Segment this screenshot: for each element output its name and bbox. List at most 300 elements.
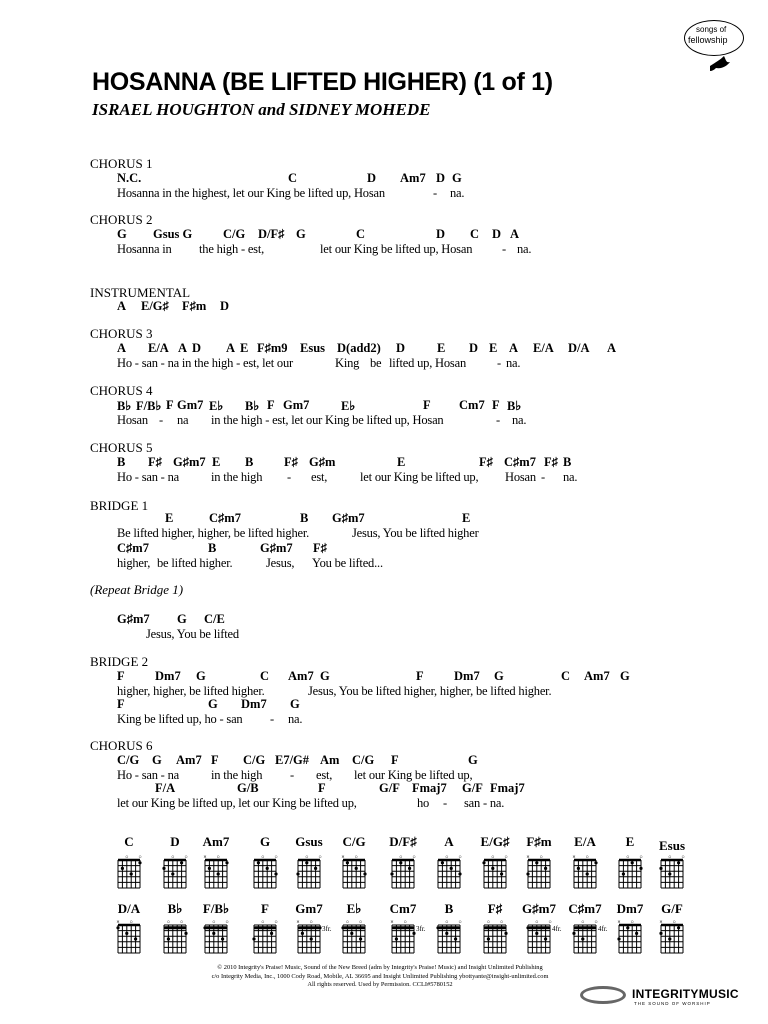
svg-text:○: ○ (184, 854, 188, 861)
svg-text:3fr.: 3fr. (416, 924, 426, 933)
chord-line (0, 341, 768, 356)
chord-chart-label: E/G♯ (480, 834, 510, 849)
lyric-text: Ho - san - na in the high - est, let our (117, 356, 293, 370)
lyric-text: Ho - san - na (117, 768, 179, 782)
dove-icon (708, 52, 734, 72)
chord-symbol: C/G (223, 227, 246, 241)
chord-chart-label: E/A (574, 834, 596, 849)
chord-symbol: E (397, 455, 406, 469)
chord-symbol: B♭ (245, 399, 260, 413)
chord-diagram-F♯m (522, 853, 568, 893)
chord-symbol: E/G♯ (141, 299, 169, 313)
chord-diagram-Gsus (292, 853, 338, 893)
chord-chart-label: A (444, 834, 454, 849)
chord-symbol: G♯m7 (332, 511, 365, 525)
svg-text:○: ○ (458, 919, 462, 926)
svg-text:○: ○ (125, 854, 129, 861)
logo-line-2: fellowship (688, 35, 728, 45)
lyric-text: higher, higher, be lifted higher. (117, 684, 265, 698)
svg-text:○: ○ (309, 919, 313, 926)
chord-chart-label: G/F (661, 901, 683, 916)
chord-chart-label: B♭ (167, 901, 183, 916)
chord-symbol: C/G (352, 753, 375, 767)
chord-symbol: Am7 (288, 669, 314, 683)
chord-symbol: B (245, 455, 254, 469)
chord-symbol: E (240, 341, 249, 355)
chord-chart-label: Gm7 (295, 901, 323, 916)
svg-text:×: × (572, 854, 576, 861)
lyric-text: let our King be lifted up, Hosan (320, 242, 473, 256)
chord-symbol: E (489, 341, 498, 355)
chord-symbol: F (166, 398, 174, 412)
svg-text:×: × (203, 854, 207, 861)
lyric-text: na. (288, 712, 303, 726)
chord-symbol: F (423, 398, 431, 412)
chord-symbol: C/G (117, 753, 140, 767)
chord-chart-label: C/G (342, 834, 366, 849)
lyric-text: in the high (211, 470, 263, 484)
section-label: CHORUS 6 (90, 738, 153, 753)
chord-diagram-G (248, 853, 294, 893)
lyric-text: King be lifted up, ho - san (117, 712, 243, 726)
chord-symbol: F (416, 669, 424, 683)
svg-text:○: ○ (412, 854, 416, 861)
chord-symbol: G (152, 753, 162, 767)
chord-symbol: A (178, 341, 188, 355)
chord-diagram-G/F (655, 918, 701, 958)
chord-symbol: G (320, 669, 330, 683)
lyric-text: Hosanna in (117, 242, 172, 256)
chord-line (0, 227, 768, 242)
chord-diagram-C/G (337, 853, 383, 893)
section-label: (Repeat Bridge 1) (90, 582, 184, 597)
svg-text:○: ○ (672, 919, 676, 926)
chord-chart-label: F (261, 901, 269, 916)
integrity-logo-tagline: THE SOUND OF WORSHIP (634, 1001, 711, 1006)
chord-diagram-E/G♯ (478, 853, 524, 893)
chord-symbol: B (563, 455, 572, 469)
svg-text:×: × (341, 854, 345, 861)
lyric-text: Jesus, You be lifted (146, 627, 239, 641)
svg-text:○: ○ (681, 854, 685, 861)
logo-line-1: songs of (696, 25, 727, 34)
svg-text:×: × (659, 919, 663, 926)
lyric-line (0, 470, 768, 485)
chord-line (0, 541, 768, 556)
chord-diagram-E/A (568, 853, 614, 893)
chord-symbol: G/B (237, 781, 259, 795)
chord-symbol: D (469, 341, 479, 355)
lyric-text: - (433, 186, 437, 200)
svg-text:×: × (296, 919, 300, 926)
chord-symbol: Dm7 (241, 697, 267, 711)
chord-chart-label: E (625, 834, 635, 849)
chord-diagram-F♯ (478, 918, 524, 958)
chord-symbol: E (165, 511, 174, 525)
lyric-text: King (335, 356, 360, 370)
lyric-text: est, (311, 470, 328, 484)
chord-symbol: A (226, 341, 236, 355)
chord-symbol: Cm7 (459, 398, 485, 412)
svg-text:○: ○ (403, 919, 407, 926)
chord-diagram-Dm7 (613, 918, 659, 958)
chord-symbol: Gm7 (283, 398, 310, 412)
svg-text:○: ○ (358, 919, 363, 926)
chord-symbol: G/F (462, 781, 483, 795)
chord-symbol: C♯m7 (117, 541, 149, 555)
chord-symbol: F♯ (313, 541, 327, 555)
chord-symbol: G♯m7 (117, 612, 150, 626)
chord-symbol: F (318, 781, 326, 795)
lyric-text: na. (512, 413, 527, 427)
lyric-text: Hosan (117, 413, 148, 427)
section-label: INSTRUMENTAL (90, 285, 191, 300)
chord-symbol: G♯m (309, 455, 336, 469)
svg-text:4fr.: 4fr. (598, 924, 608, 933)
chord-diagram-D/F♯ (386, 853, 432, 893)
chord-symbol: B (300, 511, 309, 525)
chord-symbol: G (452, 171, 462, 185)
copyright-footer (150, 964, 610, 990)
svg-text:○: ○ (399, 854, 403, 861)
chord-chart-label: Esus (658, 838, 686, 853)
chord-chart-label: C♯m7 (568, 901, 602, 916)
chord-symbol: C♯m7 (209, 511, 241, 525)
chord-symbol: G (620, 669, 630, 683)
chord-symbol: C (561, 669, 571, 683)
chord-symbol: Gsus G (153, 227, 193, 241)
chord-symbol: B♭ (117, 399, 132, 413)
chord-symbol: Am7 (584, 669, 610, 683)
svg-text:○: ○ (138, 854, 142, 861)
lyric-line (0, 627, 768, 642)
svg-text:○: ○ (216, 854, 220, 861)
lyric-text: na. (450, 186, 465, 200)
chord-symbol: F♯ (544, 455, 558, 469)
svg-text:3fr.: 3fr. (322, 924, 332, 933)
chord-diagram-E♭ (337, 918, 383, 958)
chord-symbol: F (117, 697, 125, 711)
lyric-text: Hosan (505, 470, 536, 484)
chord-symbol: G♯m7 (260, 541, 293, 555)
chord-symbol: E (462, 511, 471, 525)
lyric-text: ho (417, 796, 430, 810)
chord-symbol: D (436, 227, 446, 241)
lyric-line (0, 186, 768, 201)
svg-text:○: ○ (179, 919, 184, 926)
lyric-text: the high - est, (199, 242, 265, 256)
chord-symbol: F♯m (182, 299, 207, 313)
svg-text:×: × (116, 919, 120, 926)
chord-symbol: G (494, 669, 504, 683)
chord-symbol: F/A (155, 781, 176, 795)
svg-text:×: × (617, 919, 621, 926)
svg-text:×: × (526, 854, 530, 861)
lyric-line (0, 712, 768, 727)
chord-symbol: D (220, 299, 230, 313)
lyric-text: be lifted higher. (157, 556, 233, 570)
lyric-text: let our King be lifted up, let our King be lifted up, (117, 796, 357, 810)
lyric-text: Jesus, You be lifted higher, higher, be lifted higher. (308, 684, 552, 698)
chord-symbol: B♭ (507, 399, 522, 413)
lyric-text: san - na. (464, 796, 505, 810)
chord-diagram-F/B♭ (199, 918, 245, 958)
lyric-text: - (287, 470, 291, 484)
chord-symbol: F/B♭ (136, 399, 162, 413)
chord-symbol: F (211, 753, 219, 767)
svg-text:○: ○ (445, 854, 449, 861)
chord-line (0, 669, 768, 684)
lyric-text: let our King be lifted up, (360, 470, 479, 484)
chord-chart-label: Dm7 (616, 901, 644, 916)
chord-line (0, 455, 768, 470)
chord-symbol: D (396, 341, 406, 355)
lyric-text: na. (506, 356, 521, 370)
svg-text:4fr.: 4fr. (552, 924, 562, 933)
chord-chart-label: B (444, 901, 454, 916)
chord-line (0, 299, 768, 314)
chord-symbol: F (391, 753, 399, 767)
chord-diagram-C (112, 853, 158, 893)
chord-diagram-Cm7 (386, 918, 432, 958)
chord-chart-label: Am7 (202, 834, 230, 849)
chord-symbol: G (117, 227, 127, 241)
lyric-text: est, (316, 768, 333, 782)
chord-diagram-E (613, 853, 659, 893)
svg-text:×: × (390, 919, 394, 926)
lyric-text: na (177, 413, 189, 427)
svg-text:○: ○ (274, 919, 278, 926)
chord-chart-label: F♯ (487, 901, 503, 916)
chord-symbol: Am (320, 753, 340, 767)
chord-symbol: E (437, 341, 446, 355)
chord-symbol: Fmaj7 (490, 781, 525, 795)
chord-chart-label: G (259, 834, 271, 849)
chord-symbol: Am7 (176, 753, 202, 767)
chord-diagram-C♯m7 (568, 918, 614, 958)
chord-symbol: N.C. (117, 171, 142, 185)
chord-symbol: D (492, 227, 502, 241)
chord-symbol: Dm7 (454, 669, 480, 683)
lyric-text: Hosanna in the highest, let our King be lifted up, Hosan (117, 186, 385, 200)
chord-symbol: E♭ (209, 399, 224, 413)
chord-diagram-B♭ (158, 918, 204, 958)
chord-line (0, 781, 768, 796)
lyric-line (0, 413, 768, 428)
svg-text:○: ○ (504, 854, 508, 861)
svg-text:○: ○ (129, 919, 133, 926)
svg-text:○: ○ (626, 854, 630, 861)
lyric-text: na. (563, 470, 578, 484)
svg-text:○: ○ (458, 854, 462, 861)
lyric-text: - (443, 796, 447, 810)
svg-text:○: ○ (261, 854, 265, 861)
chord-symbol: A (117, 341, 127, 355)
chord-chart-label: F♯m (526, 834, 552, 849)
chord-symbol: C/E (204, 612, 225, 626)
chord-line (0, 612, 768, 627)
song-title: HOSANNA (BE LIFTED HIGHER) (1 of 1) (92, 68, 553, 96)
chord-symbol: G (177, 612, 187, 626)
svg-text:○: ○ (274, 854, 278, 861)
lyric-text: - (270, 712, 274, 726)
svg-text:○: ○ (630, 919, 634, 926)
svg-text:○: ○ (305, 854, 309, 861)
svg-text:○: ○ (594, 919, 598, 926)
lyric-text: - (502, 242, 506, 256)
chord-symbol: F (117, 669, 125, 683)
chord-symbol: F (267, 398, 275, 412)
lyric-text: na. (517, 242, 532, 256)
chord-diagram-B (432, 918, 478, 958)
svg-text:○: ○ (499, 919, 504, 926)
chord-symbol: Gm7 (177, 398, 204, 412)
chord-symbol: B (208, 541, 217, 555)
chord-diagram-A (432, 853, 478, 893)
song-authors: ISRAEL HOUGHTON and SIDNEY MOHEDE (92, 100, 431, 119)
chord-symbol: A (509, 341, 519, 355)
chord-symbol: G (208, 697, 218, 711)
lyric-line (0, 556, 768, 571)
chord-symbol: B (117, 455, 126, 469)
chord-symbol: E7/G# (275, 753, 310, 767)
section-label: CHORUS 5 (90, 440, 153, 455)
chord-symbol: Dm7 (155, 669, 181, 683)
chord-symbol: D/A (568, 341, 590, 355)
integrity-music-logo (580, 982, 755, 1012)
chord-symbol: C (356, 227, 366, 241)
chord-diagram-F (248, 918, 294, 958)
chord-symbol: E/A (533, 341, 554, 355)
chord-symbol: C (470, 227, 480, 241)
copyright-line-1: © 2010 Integrity's Praise! Music, Sound of the New Breed (adm by Integrity's Praise! Music) and Insight Unlimited Publishing (217, 964, 543, 971)
lyric-text: in the high (211, 768, 263, 782)
lyric-line (0, 526, 768, 541)
svg-text:○: ○ (212, 919, 216, 926)
svg-text:○: ○ (261, 919, 265, 926)
chord-symbol: F♯m9 (257, 341, 288, 355)
chord-symbol: D (436, 171, 446, 185)
chord-line (0, 511, 768, 526)
chord-symbol: F (492, 398, 500, 412)
chord-symbol: E (212, 455, 221, 469)
svg-text:○: ○ (668, 854, 672, 861)
lyric-text: lifted up, Hosan (389, 356, 466, 370)
chord-symbol: E/A (148, 341, 169, 355)
section-label: CHORUS 4 (90, 383, 153, 398)
chord-chart-label: F/B♭ (202, 901, 230, 916)
svg-text:○: ○ (225, 919, 229, 926)
chord-chart-label: E♭ (346, 901, 362, 916)
chord-symbol: C/G (243, 753, 266, 767)
chord-symbol: F♯ (148, 455, 162, 469)
chord-chart-label: G♯m7 (522, 901, 556, 916)
lyric-text: - (496, 413, 500, 427)
chord-symbol: C (260, 669, 270, 683)
section-label: CHORUS 1 (90, 156, 153, 171)
svg-text:○: ○ (166, 919, 171, 926)
chord-diagram-D/A (112, 918, 158, 958)
chord-symbol: D (367, 171, 377, 185)
lyric-text: - (541, 470, 545, 484)
svg-text:○: ○ (486, 919, 491, 926)
integrity-swoosh-icon (580, 986, 626, 1004)
chord-symbol: G (290, 697, 300, 711)
chord-diagram-G♯m7 (522, 918, 568, 958)
svg-text:○: ○ (171, 854, 175, 861)
section-label: CHORUS 3 (90, 326, 153, 341)
chord-diagram-Am7 (199, 853, 245, 893)
section-label: CHORUS 2 (90, 212, 153, 227)
svg-text:○: ○ (354, 854, 358, 861)
svg-text:○: ○ (639, 854, 643, 861)
chord-diagram-Gm7 (292, 918, 338, 958)
chord-symbol: A (510, 227, 520, 241)
chord-chart-label: Gsus (295, 834, 323, 849)
chord-symbol: Am7 (400, 171, 426, 185)
section-label: BRIDGE 1 (90, 498, 149, 513)
copyright-line-2: c/o Integrity Media, Inc., 1000 Cody Road, Mobile, AL 36695 and Insight Unlimited Publishing ybottyante@insight-unlimited.com (211, 972, 549, 980)
lyric-text: let our King be lifted up, (354, 768, 473, 782)
songs-of-fellowship-logo (680, 20, 748, 76)
chord-symbol: D (192, 341, 202, 355)
lyric-line (0, 796, 768, 811)
svg-text:○: ○ (318, 854, 322, 861)
svg-text:○: ○ (491, 854, 495, 861)
lyric-text: - (290, 768, 294, 782)
chord-chart-label: D/F♯ (389, 834, 417, 849)
lyric-text: higher, (117, 556, 151, 570)
chord-symbol: Esus (300, 341, 326, 355)
chord-symbol: G♯m7 (173, 455, 206, 469)
svg-text:○: ○ (445, 919, 449, 926)
lyric-text: in the high - est, let our King be lifted up, Hosan (211, 413, 444, 427)
chord-symbol: C♯m7 (504, 455, 536, 469)
svg-text:○: ○ (539, 854, 543, 861)
chord-symbol: E♭ (341, 399, 356, 413)
chord-symbol: G/F (379, 781, 400, 795)
lyric-text: Be lifted higher, higher, be lifted higher. (117, 526, 310, 540)
lyric-text: Jesus, You be lifted higher (352, 526, 479, 540)
chord-symbol: D(add2) (337, 341, 381, 355)
chord-line (0, 398, 768, 413)
chord-symbol: F♯ (479, 455, 493, 469)
svg-text:○: ○ (535, 919, 539, 926)
chord-symbol: G (196, 669, 206, 683)
svg-text:○: ○ (548, 919, 552, 926)
chord-diagram-Esus (655, 853, 701, 893)
lyric-text: be (370, 356, 382, 370)
chord-symbol: G (468, 753, 478, 767)
copyright-line-3: All rights reserved. Used by Permission. CCLI#5780152 (307, 981, 453, 988)
lyric-line (0, 356, 768, 371)
lyric-text: - (159, 413, 163, 427)
chord-symbol: A (117, 299, 127, 313)
lyric-text: Jesus, (266, 556, 295, 570)
chord-chart-label: Cm7 (389, 901, 417, 916)
chord-chart-label: D/A (117, 901, 141, 916)
lyric-text: - (497, 356, 501, 370)
chord-symbol: A (607, 341, 617, 355)
chord-diagram-D (158, 853, 207, 893)
chord-symbol: F♯ (284, 455, 298, 469)
svg-text:○: ○ (585, 854, 589, 861)
chord-chart-label: C (124, 834, 134, 849)
svg-text:○: ○ (581, 919, 585, 926)
chord-chart-label: D (170, 834, 180, 849)
chord-line (0, 753, 768, 768)
chord-line (0, 697, 768, 712)
